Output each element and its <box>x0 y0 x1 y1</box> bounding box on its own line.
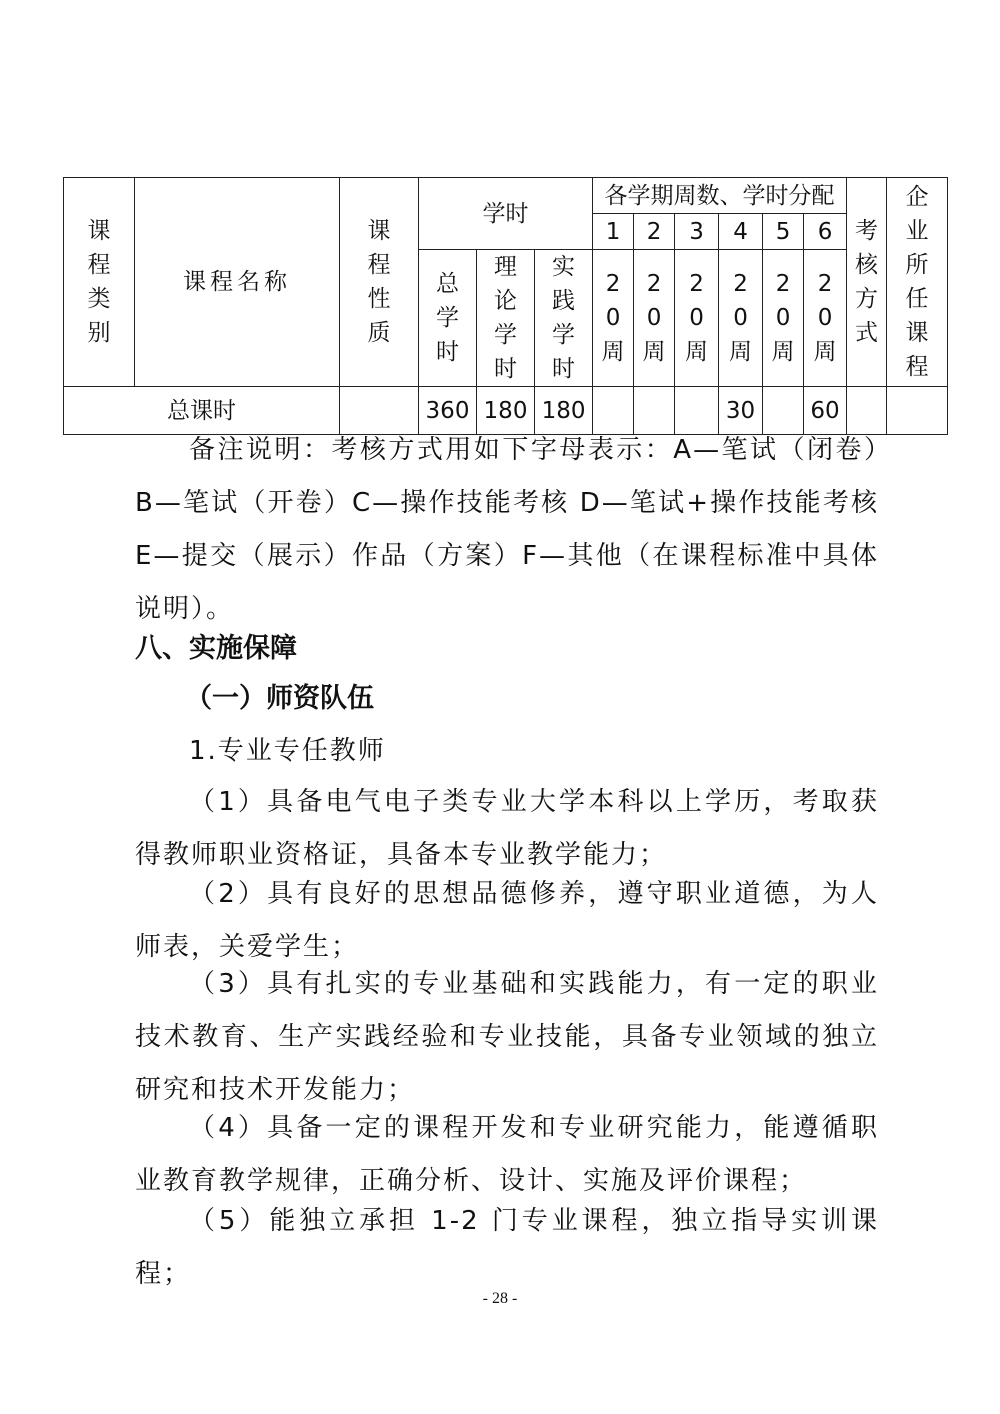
list-item: （1）具备电气电子类专业大学本科以上学历，考取获得教师职业资格证，具备本专业教学能力； <box>135 787 879 870</box>
header-exam-method: 考核方式 <box>847 178 887 387</box>
theory-hours-value: 180 <box>477 387 535 435</box>
item-title: 1.专业专任教师 <box>189 736 386 766</box>
semester-number: 4 <box>719 214 763 250</box>
semester-weeks: 20周 <box>763 250 804 387</box>
total-company-value <box>887 387 948 435</box>
header-theory-hours: 理论学时 <box>477 250 535 387</box>
subsection-title: （一）师资队伍 <box>185 683 374 714</box>
semester-weeks: 20周 <box>634 250 675 387</box>
header-semester-allocation: 各学期周数、学时分配 <box>593 178 847 214</box>
list-item: （4）具备一定的课程开发和专业研究能力，能遵循职业教育教学规律，正确分析、设计、实施及评价课程； <box>135 1113 879 1196</box>
header-company-course: 企业所任课程 <box>887 178 948 387</box>
semester-number: 3 <box>675 214 719 250</box>
header-total-hours: 总学时 <box>419 250 477 387</box>
header-hours: 学时 <box>419 178 593 250</box>
total-label: 总课时 <box>64 387 340 435</box>
semester-weeks: 20周 <box>804 250 847 387</box>
list-item: （3）具有扎实的专业基础和实践能力，有一定的职业技术教育、生产实践经验和专业技能，具备专业领域的独立研究和技术开发能力； <box>135 969 879 1105</box>
header-course-nature: 课程性质 <box>340 178 419 387</box>
section-title: 八、实施保障 <box>135 633 297 664</box>
practice-hours-value: 180 <box>535 387 593 435</box>
semester-weeks: 20周 <box>719 250 763 387</box>
note-paragraph: 备注说明：考核方式用如下字母表示：A—笔试（闭卷）B—笔试（开卷）C—操作技能考核 D—笔试+操作技能考核 E—提交（展示）作品（方案）F—其他（在课程标准中具体说明）。 <box>135 435 879 624</box>
semester-hours-value: 30 <box>719 387 763 435</box>
course-table <box>63 177 948 435</box>
list-item: （5）能独立承担 1-2 门专业课程，独立指导实训课程； <box>135 1206 879 1289</box>
header-category: 课程类别 <box>64 178 135 387</box>
semester-weeks: 20周 <box>675 250 719 387</box>
semester-number: 5 <box>763 214 804 250</box>
list-item: （2）具有良好的思想品德修养，遵守职业道德，为人师表，关爱学生； <box>135 879 879 962</box>
semester-number: 1 <box>593 214 634 250</box>
page-number: - 28 - <box>482 1290 518 1307</box>
total-hours-value: 360 <box>419 387 477 435</box>
header-practice-hours: 实践学时 <box>535 250 593 387</box>
semester-weeks: 20周 <box>593 250 634 387</box>
semester-number: 6 <box>804 214 847 250</box>
semester-hours-value: 60 <box>804 387 847 435</box>
semester-number: 2 <box>634 214 675 250</box>
header-course-name: 课程名称 <box>135 178 340 387</box>
